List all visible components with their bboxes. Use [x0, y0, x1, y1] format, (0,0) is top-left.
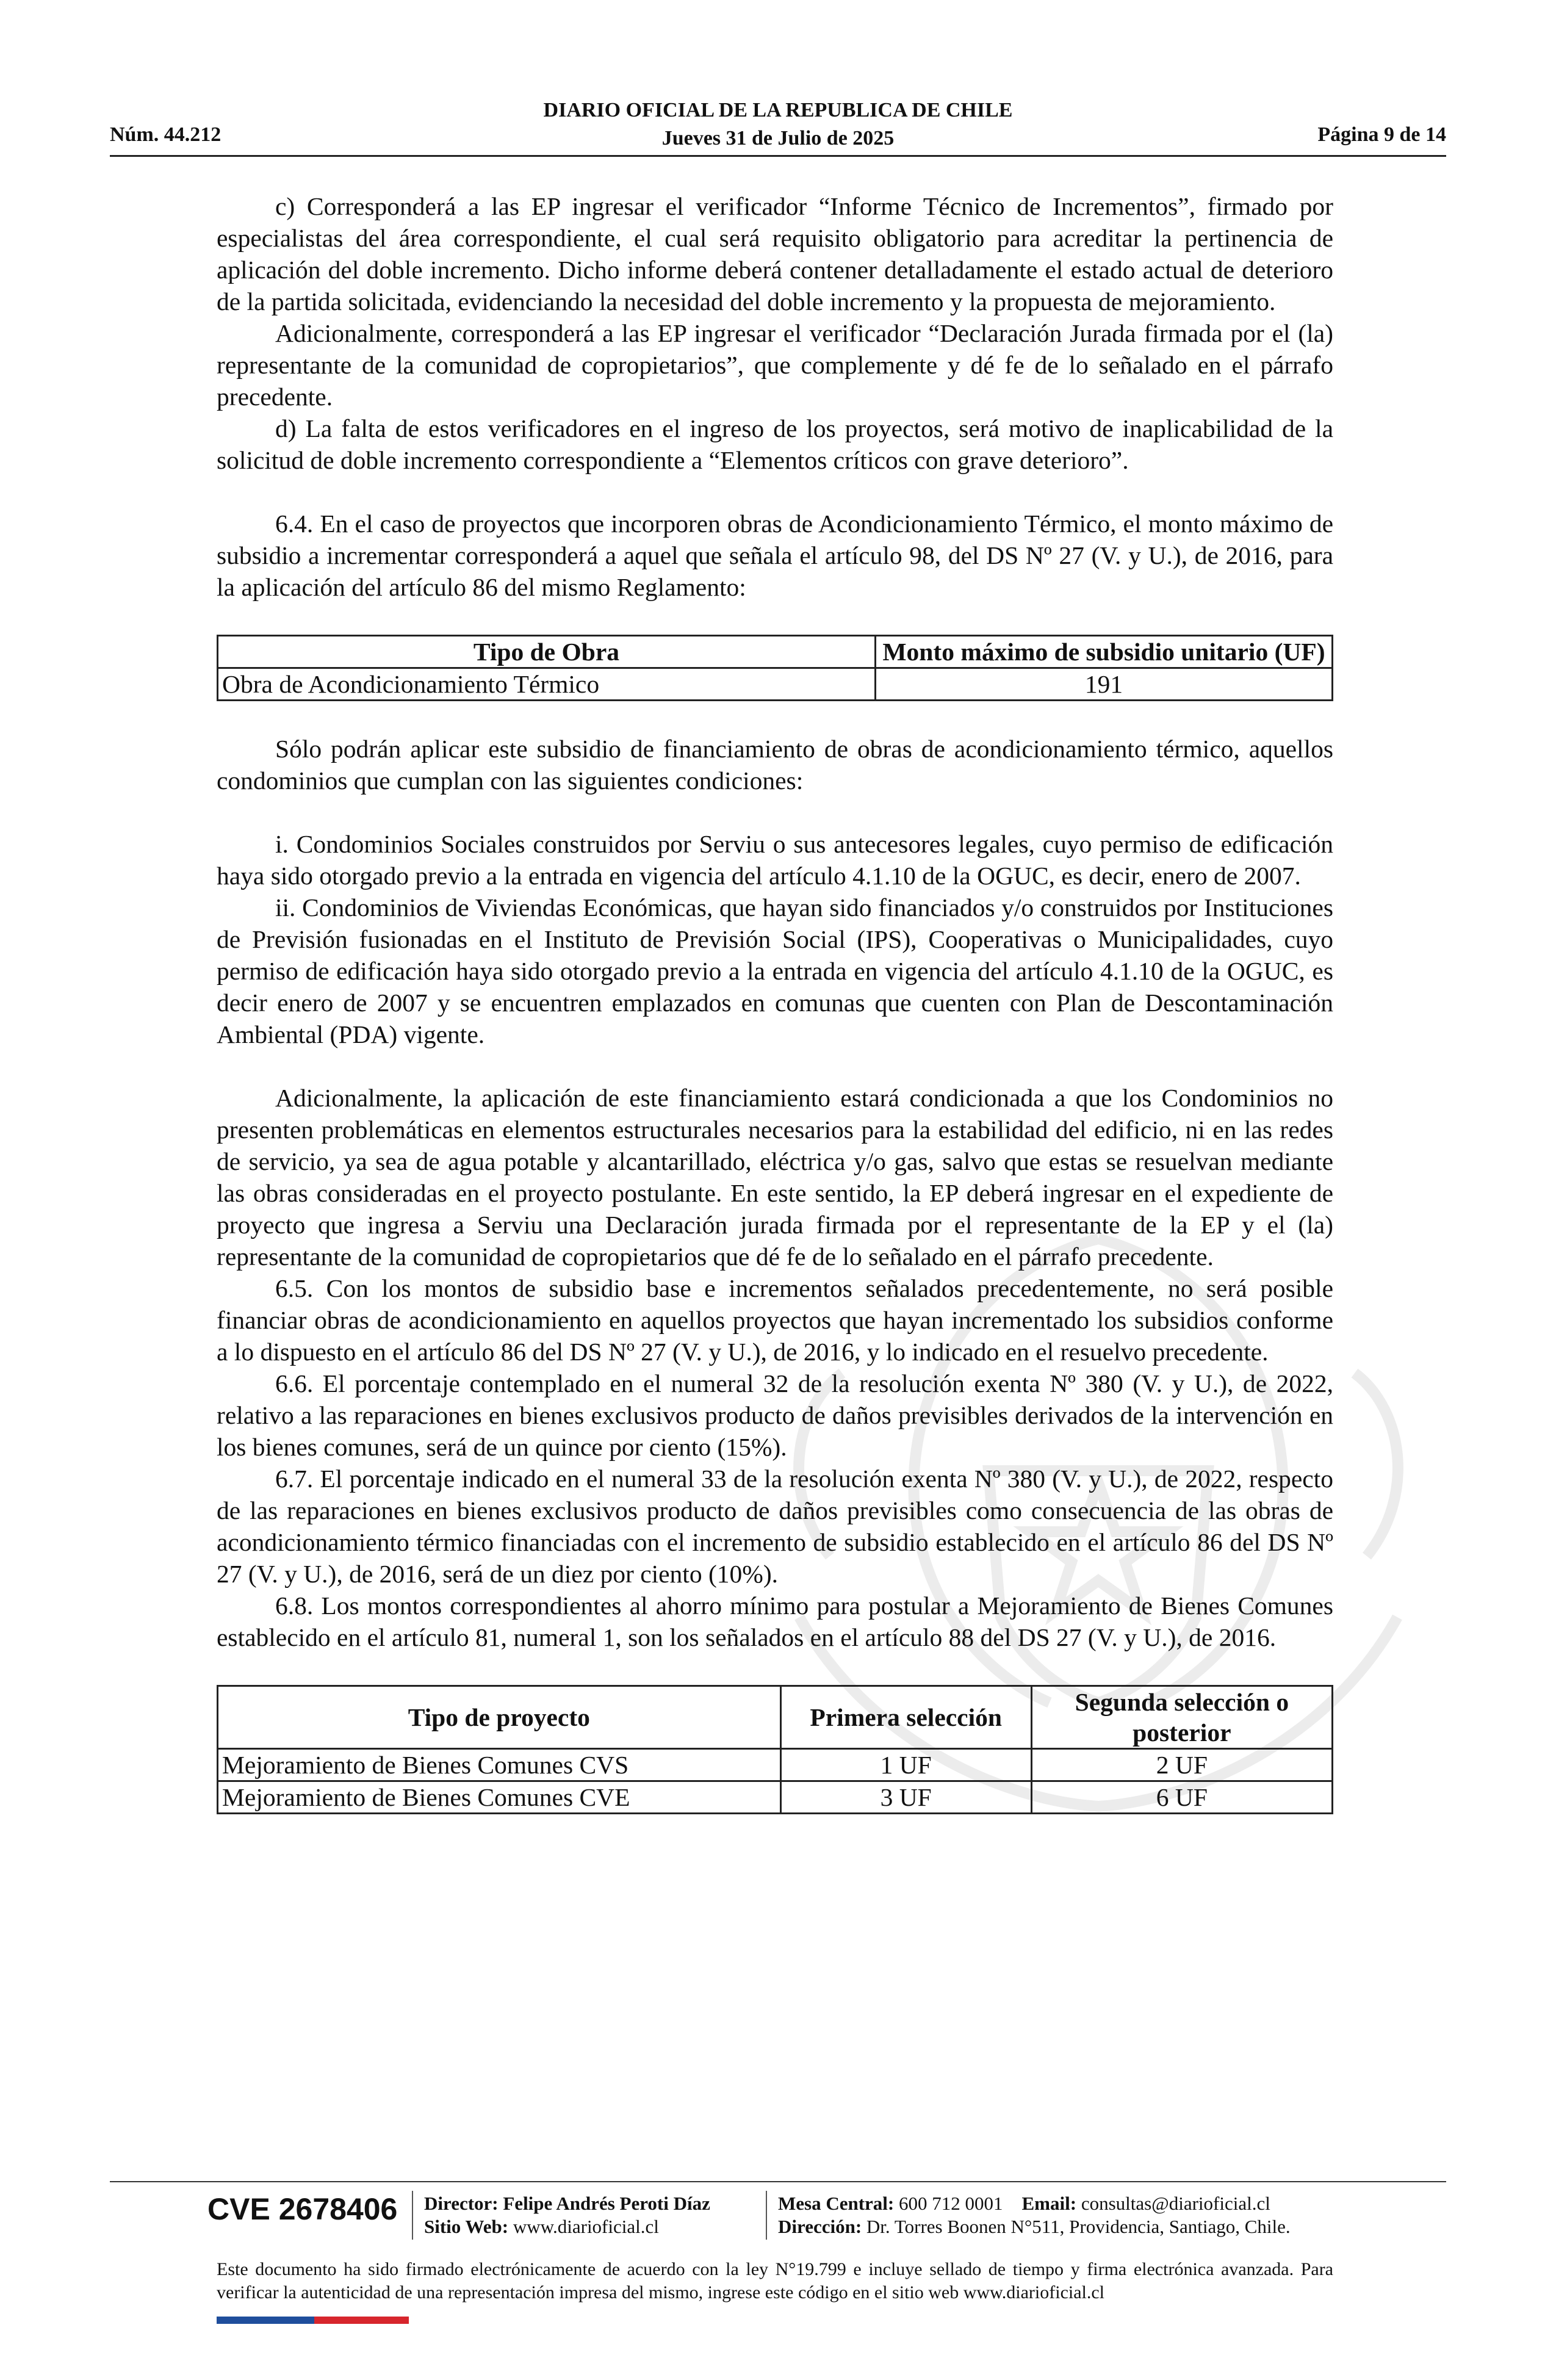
paragraph: Sólo podrán aplicar este subsidio de financiamiento de obras de acondicionamiento térmico, aquellos condominios que cumplan con las siguientes condiciones:: [217, 735, 1333, 795]
table-cell: Mejoramiento de Bienes Comunes CVS: [218, 1749, 781, 1781]
table-cell: 1 UF: [780, 1749, 1031, 1781]
table-row: [218, 668, 1333, 701]
page-number: Página 9 de 14: [1317, 123, 1446, 146]
address-label: Dirección:: [778, 2216, 862, 2237]
table-header-cell: Segunda selección o posterior: [1031, 1686, 1332, 1749]
paragraph: 6.6. El porcentaje contemplado en el numeral 32 de la resolución exenta Nº 380 (V. y U.), de 2022, relativo a las reparaciones en bienes exclusivos producto de daños previsibles derivados de la intervención en los bienes comunes, será de un quince por ciento (15%).: [217, 1369, 1333, 1461]
table-header-cell: Monto máximo de subsidio unitario (UF): [875, 636, 1332, 668]
table-header-row: [218, 636, 1333, 668]
publication-title: DIARIO OFICIAL DE LA REPUBLICA DE CHILE: [543, 99, 1013, 121]
paragraph: 6.8. Los montos correspondientes al ahorro mínimo para postular a Mejoramiento de Bienes Comunes establecido en el artículo 81, numeral 1, son los señalados en el artículo 88 del DS 27 (V. y U.), de 2016.: [217, 1592, 1333, 1651]
footer-director-block: [424, 2192, 710, 2238]
table-header-row: [218, 1686, 1333, 1749]
phone-label: Mesa Central:: [778, 2193, 895, 2214]
paragraph: d) La falta de estos verificadores en el ingreso de los proyectos, será motivo de inaplicabilidad de la solicitud de doble incremento correspondiente a “Elementos críticos con grave deterioro”.: [217, 414, 1333, 474]
paragraph: Adicionalmente, la aplicación de este financiamiento estará condicionada a que los Condominios no presenten problemáticas en elementos estructurales necesarios para la estabilidad del edificio, ni en las redes de servicio, ya sea de agua potable y alcantarillado, eléctrica y/o gas, salvo que estas se resuelvan mediante las obras consideradas en el proyecto postulante. En este sentido, la EP deberá ingresar en el expediente de proyecto que ingresa a Serviu una Declaración jurada firmada por el representante de la EP y el (la) representante de la comunidad de copropietarios que dé fe de lo señalado en el párrafo precedente.: [217, 1084, 1333, 1271]
footer-divider: [110, 2181, 1446, 2182]
paragraph: c) Corresponderá a las EP ingresar el verificador “Informe Técnico de Incrementos”, firmado por especialistas del área correspondiente, el cual será requisito obligatorio para acreditar la pertinencia de aplicación del doble incremento. Dicho informe deberá contener detalladamente el estado actual de deterioro de la partida solicitada, evidenciando la necesidad del doble incremento y la propuesta de mejoramiento.: [217, 192, 1333, 316]
minimum-savings-table: [217, 1685, 1333, 1814]
flag-stripe-red: [314, 2317, 409, 2324]
legal-notice: Este documento ha sido firmado electrónicamente de acuerdo con la ley N°19.799 e incluye sellado de tiempo y firma electrónica avanzada. Para verificar la autenticidad de una representación impresa del mismo, ingrese este código en el sitio web www.diarioficial.cl: [217, 2259, 1333, 2302]
email-label: Email:: [1021, 2193, 1077, 2214]
header-divider: [110, 155, 1446, 157]
site-label: Sitio Web:: [424, 2216, 509, 2237]
thermal-subsidy-table: [217, 635, 1333, 701]
table-cell: 6 UF: [1031, 1781, 1332, 1814]
email-link[interactable]: consultas@diarioficial.cl: [1081, 2193, 1270, 2214]
table-row: [218, 1781, 1333, 1814]
table-cell: 191: [875, 668, 1332, 701]
issue-number: Núm. 44.212: [110, 123, 222, 146]
page-header: [110, 92, 1446, 159]
table-header-cell: Primera selección: [780, 1686, 1031, 1749]
table-cell: Obra de Acondicionamiento Térmico: [218, 668, 876, 701]
director-label: Director:: [424, 2193, 499, 2214]
cve-code: CVE 2678406: [207, 2192, 398, 2226]
publication-date: Jueves 31 de Julio de 2025: [661, 127, 895, 150]
table-cell: Mejoramiento de Bienes Comunes CVE: [218, 1781, 781, 1814]
paragraph: Adicionalmente, corresponderá a las EP ingresar el verificador “Declaración Jurada firmada por el (la) representante de la comunidad de copropietarios”, que complemente y dé fe de lo señalado en el párrafo precedente.: [217, 319, 1333, 411]
footer-contact-block: [778, 2192, 1291, 2238]
paragraph: 6.7. El porcentaje indicado en el numeral 33 de la resolución exenta Nº 380 (V. y U.), de 2022, respecto de las reparaciones en bienes exclusivos producto de daños previsibles como consecuencia de las obras de acondicionamiento térmico financiadas con el incremento de subsidio establecido en el artículo 86 del DS Nº 27 (V. y U.), de 2016, será de un diez por ciento (10%).: [217, 1465, 1333, 1588]
paragraph: i. Condominios Sociales construidos por Serviu o sus antecesores legales, cuyo permiso de edificación haya sido otorgado previo a la entrada en vigencia del artículo 4.1.10 de la OGUC, es decir, enero de 2007.: [217, 830, 1333, 890]
table-cell: 3 UF: [780, 1781, 1031, 1814]
flag-stripe-blue: [217, 2317, 314, 2324]
paragraph: 6.5. Con los montos de subsidio base e incrementos señalados precedentemente, no será posible financiar obras de acondicionamiento en aquellos proyectos que hayan incrementado los subsidios conforme a lo dispuesto en el artículo 86 del DS Nº 27 (V. y U.), de 2016, y lo indicado en el resuelvo precedente.: [217, 1274, 1333, 1366]
site-link[interactable]: www.diarioficial.cl: [513, 2216, 659, 2237]
footer-separator: [766, 2191, 767, 2240]
director-name: Felipe Andrés Peroti Díaz: [503, 2193, 710, 2214]
address-text: Dr. Torres Boonen N°511, Providencia, Santiago, Chile.: [866, 2216, 1291, 2237]
paragraph: 6.4. En el caso de proyectos que incorporen obras de Acondicionamiento Térmico, el monto máximo de subsidio a incrementar corresponderá a aquel que señala el artículo 98, del DS Nº 27 (V. y U.), de 2016, para la aplicación del artículo 86 del mismo Reglamento:: [217, 510, 1333, 601]
table-cell: 2 UF: [1031, 1749, 1332, 1781]
phone-number: 600 712 0001: [899, 2193, 1003, 2214]
footer-separator: [412, 2191, 413, 2240]
table-header-cell: Tipo de Obra: [218, 636, 876, 668]
table-row: [218, 1749, 1333, 1781]
table-header-cell: Tipo de proyecto: [218, 1686, 781, 1749]
document-body: [217, 190, 1333, 1814]
paragraph: ii. Condominios de Viviendas Económicas, que hayan sido financiados y/o construidos por Instituciones de Previsión fusionadas en el Instituto de Previsión Social (IPS), Cooperativas o Municipalidades, cuyo permiso de edificación haya sido otorgado previo a la entrada en vigencia del artículo 4.1.10 de la OGUC, es decir enero de 2007 y se encuentren emplazados en comunas que cuenten con Plan de Descontaminación Ambiental (PDA) vigente.: [217, 893, 1333, 1048]
